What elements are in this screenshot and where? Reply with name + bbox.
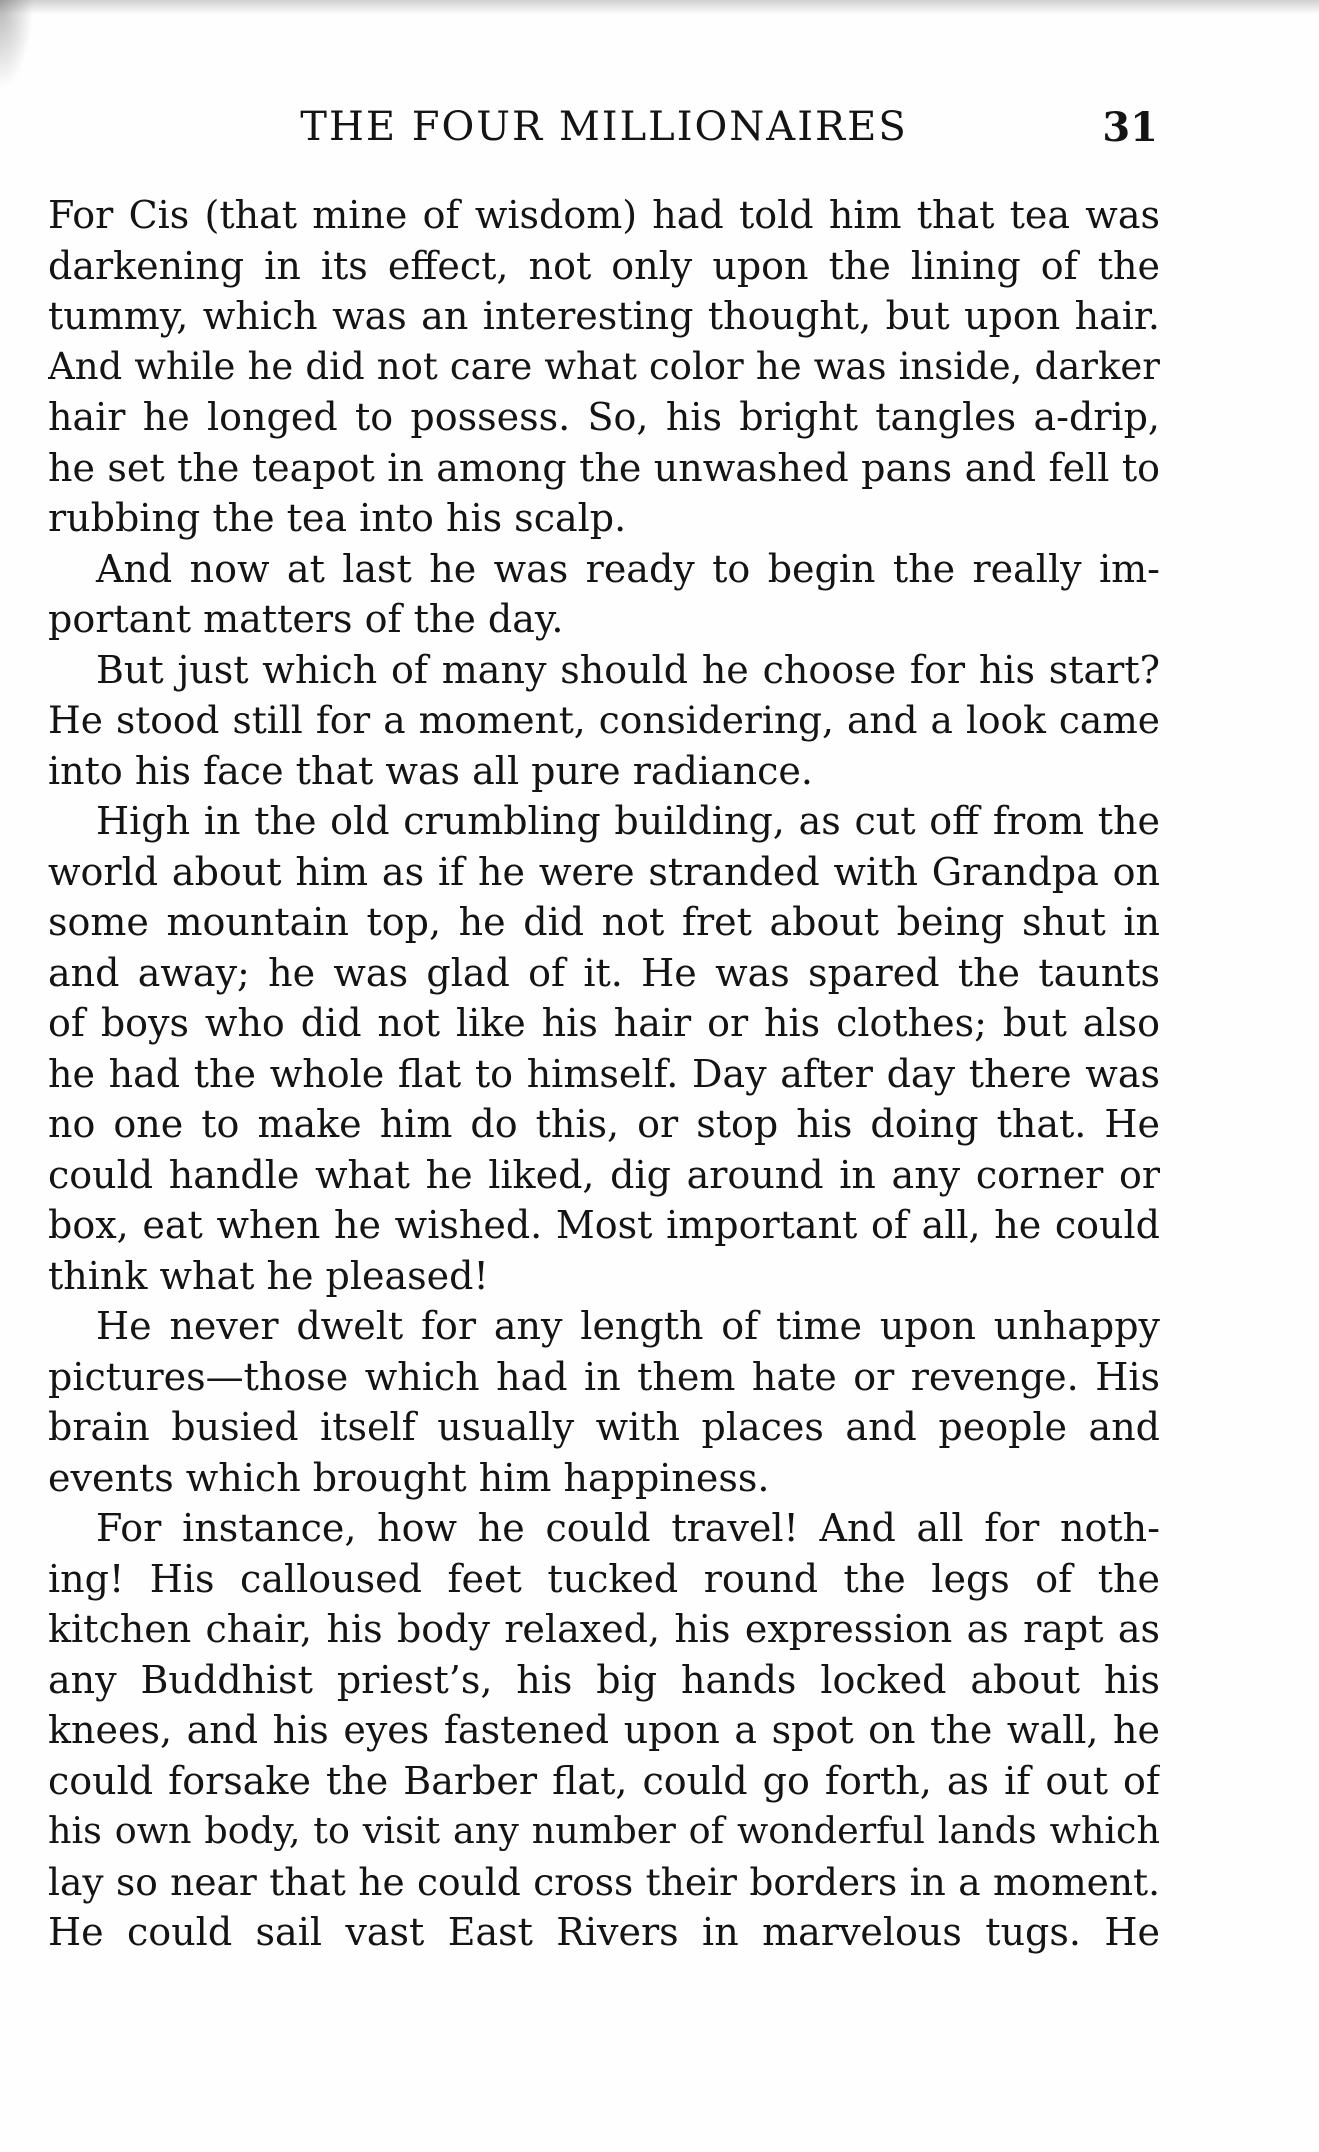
scan-top-edge <box>0 0 1319 14</box>
body-text <box>48 190 1160 1958</box>
text-line: He stood still for a moment, considering, and a look came <box>48 698 1160 742</box>
running-title: THE FOUR MILLIONAIRES <box>300 104 908 150</box>
text-line: brain busied itself usually with places and people and <box>48 1405 1160 1449</box>
text-line: High in the old crumbling building, as cut off from the <box>96 799 1160 843</box>
running-header <box>50 104 1158 164</box>
text-line: of boys who did not like his hair or his clothes; but also <box>48 1001 1160 1045</box>
page-number: 31 <box>1102 104 1158 151</box>
text-line: And while he did not care what color he was inside, darker <box>48 344 1160 388</box>
text-line: rubbing the tea into his scalp. <box>48 496 627 540</box>
text-line: hair he longed to possess. So, his bright tangles a-drip, <box>48 395 1160 439</box>
text-line: He never dwelt for any length of time upon unhappy <box>96 1304 1160 1348</box>
text-line: ing! His calloused feet tucked round the legs of the <box>48 1556 1160 1601</box>
text-line: portant matters of the day. <box>48 597 564 641</box>
text-line: could forsake the Barber flat, could go forth, as if out of <box>48 1758 1160 1803</box>
text-line: box, eat when he wished. Most important of all, he could <box>48 1203 1160 1247</box>
text-line: into his face that was all pure radiance. <box>48 748 813 793</box>
text-line: tummy, which was an interesting thought, but upon hair. <box>48 294 1160 338</box>
text-line: darkening in its effect, not only upon the lining of the <box>48 243 1160 288</box>
text-line: some mountain top, he did not fret about being shut in <box>48 900 1160 944</box>
text-line: could handle what he liked, dig around in any corner or <box>48 1152 1160 1197</box>
text-line: his own body, to visit any number of wonderful lands which <box>48 1809 1160 1852</box>
text-line: he had the whole flat to himself. Day after day there was <box>48 1051 1160 1096</box>
text-line: And now at last he was ready to begin the really im- <box>96 546 1160 591</box>
text-line: For instance, how he could travel! And all for noth- <box>96 1506 1160 1550</box>
text-line: world about him as if he were stranded with Grandpa on <box>48 849 1160 894</box>
text-line: any Buddhist priest’s, his big hands locked about his <box>48 1657 1160 1702</box>
text-line: he set the teapot in among the unwashed pans and fell to <box>48 445 1160 490</box>
text-line: For Cis (that mine of wisdom) had told him that tea was <box>48 193 1160 237</box>
text-line: pictures—those which had in them hate or revenge. His <box>48 1354 1160 1399</box>
text-line: events which brought him happiness. <box>48 1455 770 1500</box>
text-line: But just which of many should he choose for his start? <box>96 647 1160 692</box>
text-line: no one to make him do this, or stop his doing that. He <box>48 1102 1160 1146</box>
scan-corner-shadow <box>0 0 34 90</box>
text-line: and away; he was glad of it. He was spared the taunts <box>48 950 1160 995</box>
text-line: think what he pleased! <box>48 1253 489 1298</box>
text-line: knees, and his eyes fastened upon a spot on the wall, he <box>48 1708 1160 1752</box>
text-line: lay so near that he could cross their borders in a moment. <box>48 1859 1160 1904</box>
text-line: He could sail vast East Rivers in marvelous tugs. He <box>48 1910 1160 1954</box>
text-line: kitchen chair, his body relaxed, his expression as rapt as <box>48 1607 1160 1651</box>
